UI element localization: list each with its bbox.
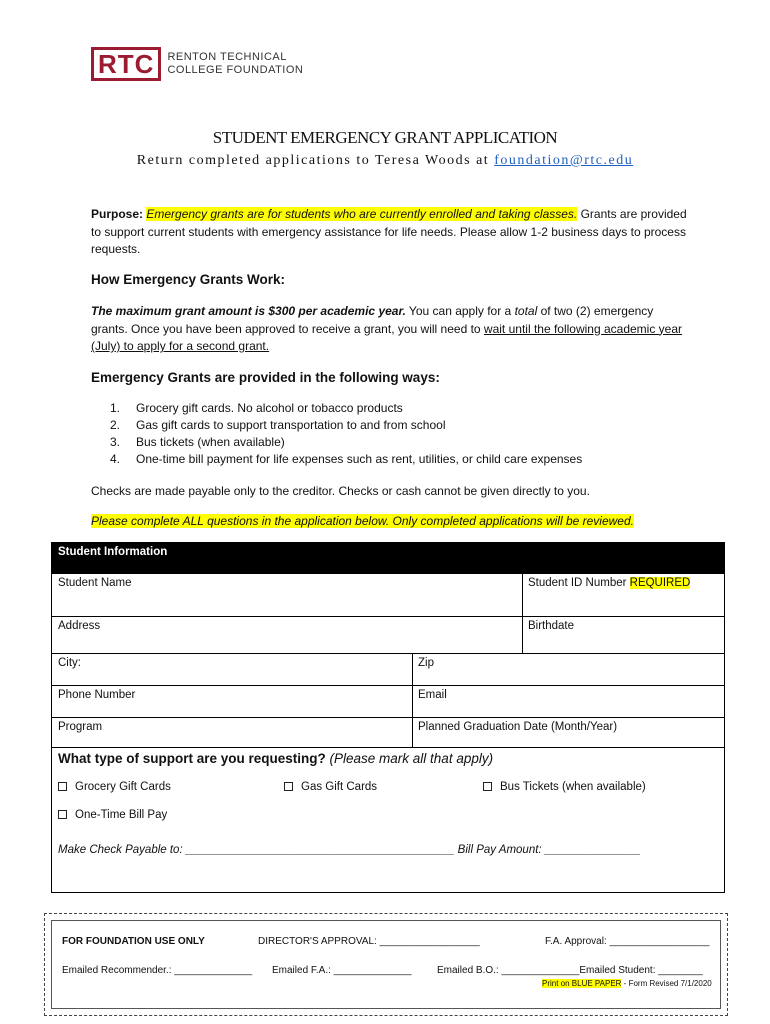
grocery-checkbox[interactable]: Grocery Gift Cards (58, 781, 171, 793)
zip-field[interactable]: Zip (418, 657, 434, 669)
divider (412, 686, 413, 718)
emailed-bo-field[interactable]: Emailed B.O.: ______________Emailed Student: ________ (437, 965, 703, 976)
foundation-use-label: FOR FOUNDATION USE ONLY (62, 936, 205, 947)
bill-pay-checkbox[interactable]: One-Time Bill Pay (58, 809, 167, 821)
list-item: 3. Bus tickets (when available) (110, 435, 285, 449)
ways-list (110, 400, 582, 468)
gas-checkbox[interactable]: Gas Gift Cards (284, 781, 377, 793)
email-link[interactable]: foundation@rtc.edu (494, 153, 634, 168)
city-field[interactable]: City: (58, 657, 81, 669)
support-question: What type of support are you requesting? (Please mark all that apply) (58, 751, 494, 766)
purpose-paragraph (91, 206, 691, 259)
purpose-highlight: Emergency grants are for students who are currently enrolled and taking classes. (146, 207, 578, 221)
ways-heading: Emergency Grants are provided in the following ways: (91, 370, 440, 385)
logo-text (167, 51, 303, 77)
divider (412, 654, 413, 686)
divider (522, 574, 523, 617)
make-check-field[interactable]: Make Check Payable to: __________________________________________ Bill Pay Amount: _______________ (58, 844, 641, 856)
page-title: STUDENT EMERGENCY GRANT APPLICATION (212, 128, 558, 147)
how-underlined: wait until the following academic year (July) to apply for a second grant. (91, 321, 683, 353)
rtc-logo (91, 47, 303, 81)
how-heading: How Emergency Grants Work: (91, 272, 286, 287)
list-item: 1. Grocery gift cards. No alcohol or tobacco products (110, 401, 403, 415)
max-grant-text: The maximum grant amount is $300 per academic year. (91, 304, 406, 318)
list-item: 4. One-time bill payment for life expenses such as rent, utilities, or child care expenses (110, 452, 583, 466)
emailed-recommender-field[interactable]: Emailed Recommender.: ______________ (62, 965, 253, 976)
birthdate-field[interactable]: Birthdate (528, 620, 575, 632)
phone-field[interactable]: Phone Number (58, 689, 136, 701)
director-approval-field[interactable]: DIRECTOR'S APPROVAL: __________________ (258, 936, 480, 947)
list-item: 2. Gas gift cards to support transportation to and from school (110, 418, 446, 432)
required-badge: REQUIRED (629, 577, 691, 589)
subtitle-text: Return completed applications to Teresa Woods at (136, 153, 495, 168)
program-field[interactable]: Program (58, 721, 103, 733)
how-text-2: of two (2) emergency grants. Once you have been approved to receive a grant, you will need to (91, 304, 654, 336)
checks-note: Checks are made payable only to the creditor. Checks or cash cannot be given directly to you. (91, 484, 590, 498)
page-subtitle (0, 153, 770, 169)
bus-checkbox[interactable]: Bus Tickets (when available) (483, 781, 646, 793)
logo-mark: RTC (91, 47, 161, 81)
checkbox-icon (58, 782, 67, 791)
foundation-use-box (44, 913, 728, 1016)
how-paragraph (91, 303, 691, 356)
purpose-rest: Grants are provided to support current students with emergency assistance for life needs. Please allow 1-2 business days to process requests. (91, 207, 687, 256)
revised-text: - Form Revised 7/1/2020 (621, 979, 712, 988)
foundation-use-inner (51, 920, 721, 1009)
graduation-field[interactable]: Planned Graduation Date (Month/Year) (418, 721, 618, 733)
email-field[interactable]: Email (418, 689, 447, 701)
divider (412, 718, 413, 748)
checkbox-icon (58, 810, 67, 819)
student-info-form (51, 542, 725, 893)
student-id-field[interactable]: Student ID Number REQUIRED (528, 577, 691, 589)
divider (522, 617, 523, 654)
checkbox-icon (284, 782, 293, 791)
complete-note-text: Please complete ALL questions in the application below. Only completed applications will be reviewed. (91, 514, 634, 528)
purpose-label: Purpose: (91, 207, 144, 221)
logo-line-2: COLLEGE FOUNDATION (167, 64, 304, 76)
logo-line-1: RENTON TECHNICAL (167, 51, 287, 63)
student-name-field[interactable]: Student Name (58, 577, 132, 589)
form-header: Student Information (52, 543, 724, 574)
how-text-1: You can apply for a (405, 304, 515, 318)
address-field[interactable]: Address (58, 620, 101, 632)
emailed-fa-field[interactable]: Emailed F.A.: ______________ (272, 965, 412, 976)
complete-note (91, 513, 691, 531)
revision-note (542, 979, 712, 988)
fa-approval-field[interactable]: F.A. Approval: __________________ (545, 936, 710, 947)
print-note: Print on BLUE PAPER (542, 979, 622, 988)
how-total: total (514, 304, 538, 318)
checkbox-icon (483, 782, 492, 791)
